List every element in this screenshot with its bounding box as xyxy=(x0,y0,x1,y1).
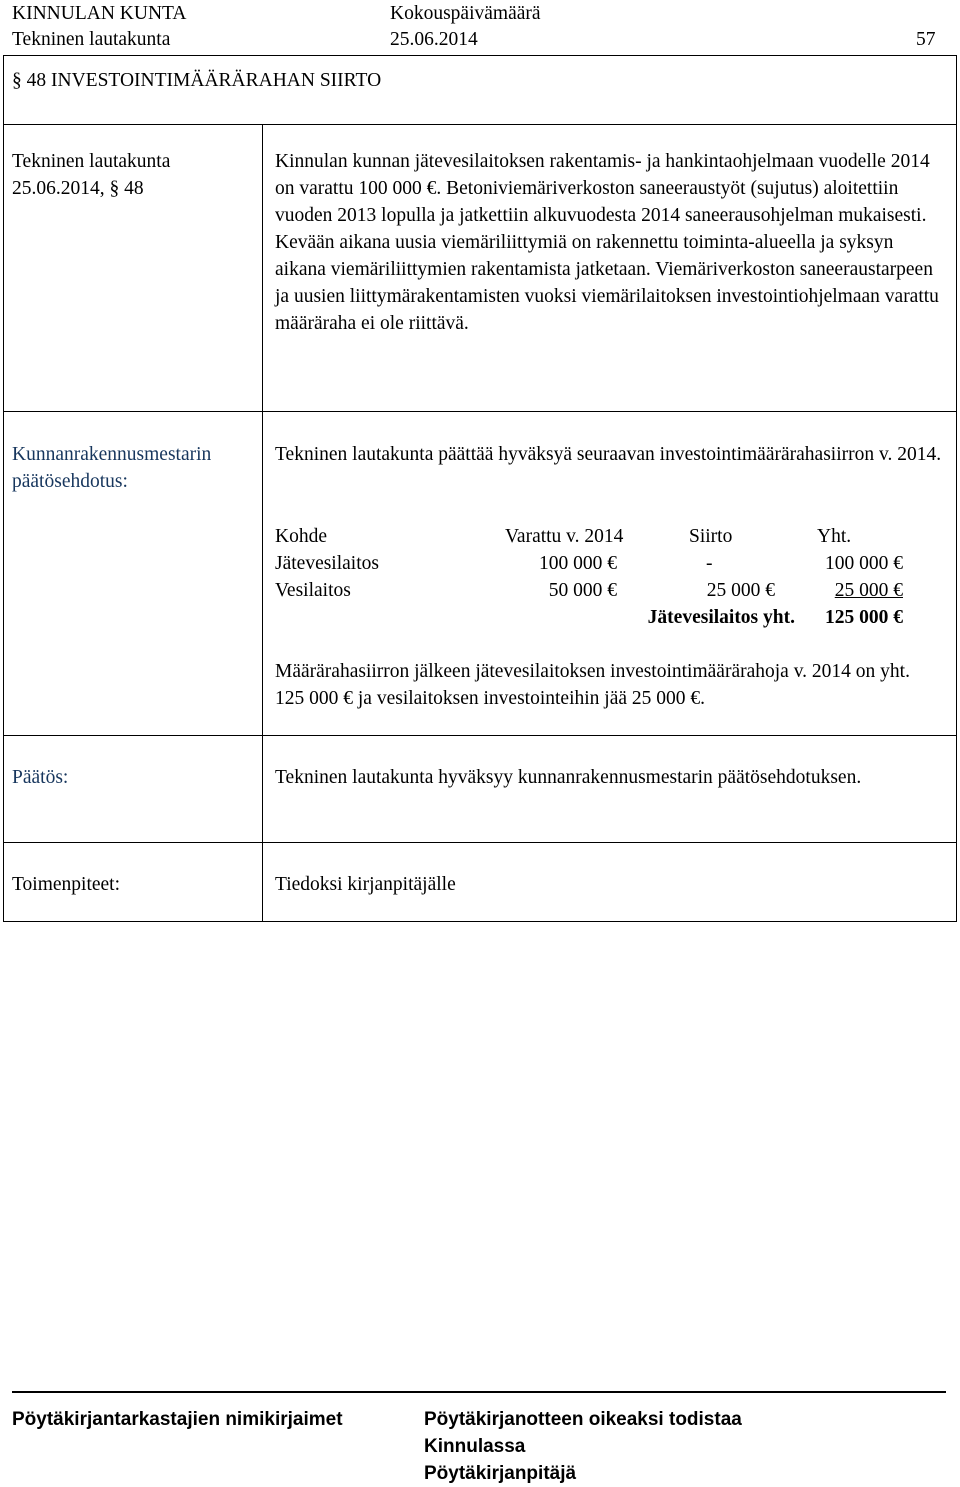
footer-certification-label: Pöytäkirjanotteen oikeaksi todistaa xyxy=(424,1409,742,1430)
footer-initials-label: Pöytäkirjantarkastajien nimikirjaimet xyxy=(12,1409,343,1430)
proposal-conclusion: Määrärahasiirron jälkeen jätevesilaitoksen investointimäärärahoja v. 2014 on yht. 125 000 € ja vesilaitoksen investointeihin jää 25 000 €. xyxy=(275,661,910,709)
table-row xyxy=(275,577,905,604)
row1-varattu: 100 000 € xyxy=(539,553,617,574)
divider-proposal xyxy=(3,411,957,412)
header-varattu: Varattu v. 2014 xyxy=(505,526,624,547)
row1-yht: 100 000 € xyxy=(825,553,903,574)
actions-label: Toimenpiteet: xyxy=(12,874,121,895)
footer-place: Kinnulassa xyxy=(424,1436,526,1457)
table-top-border xyxy=(3,55,957,56)
header-kohde: Kohde xyxy=(275,526,327,547)
header-siirto: Siirto xyxy=(689,526,733,547)
meeting-date-label: Kokouspäivämäärä xyxy=(390,3,541,24)
table-total-row xyxy=(275,604,905,631)
total-label: Jätevesilaitos yht. xyxy=(647,607,795,628)
divider-title xyxy=(3,124,957,125)
table-left-border xyxy=(3,55,4,922)
proposal-label-line1: Kunnanrakennusmestarin xyxy=(12,444,212,465)
decision-label: Päätös: xyxy=(12,767,69,788)
table-bottom-border xyxy=(3,921,957,922)
column-divider xyxy=(262,124,263,922)
row2-kohde: Vesilaitos xyxy=(275,580,351,601)
proposal-label-line2: päätösehdotus: xyxy=(12,471,128,492)
background-label xyxy=(12,148,262,202)
footer-rule xyxy=(12,1391,946,1393)
budget-table-header xyxy=(275,523,905,550)
footer-signatory: Pöytäkirjanpitäjä xyxy=(424,1463,577,1484)
decision-text: Tekninen lautakunta hyväksyy kunnanrakennusmestarin päätösehdotuksen. xyxy=(275,767,862,788)
row2-varattu: 50 000 € xyxy=(548,580,617,601)
row1-siirto: - xyxy=(706,553,713,574)
table-right-border xyxy=(956,55,957,922)
proposal-label xyxy=(12,441,262,495)
page-number: 57 xyxy=(916,29,936,50)
row1-kohde: Jätevesilaitos xyxy=(275,553,379,574)
row2-yht: 25 000 € xyxy=(834,580,903,601)
actions-text: Tiedoksi kirjanpitäjälle xyxy=(275,874,456,895)
proposal-intro: Tekninen lautakunta päättää hyväksyä seuraavan investointimäärärahasiirron v. 2014. xyxy=(275,444,942,465)
divider-decision xyxy=(3,735,957,736)
meeting-date: 25.06.2014 xyxy=(390,29,478,50)
municipality-name: KINNULAN KUNTA xyxy=(12,3,187,24)
header-yht: Yht. xyxy=(817,526,852,547)
total-value: 125 000 € xyxy=(825,607,903,628)
background-text: Kinnulan kunnan jätevesilaitoksen rakentamis- ja hankintaohjelmaan vuodelle 2014 on varattu 100 000 €. Betoniviemäriverkoston saneeraustyöt (sujutus) aloitettiin vuoden 2013 lopulla ja jatkettiin alkuvuodesta 2014 saneerausohjelman mukaisesti. Kevään aikana uusia viemäriliittymiä on rakennettu toiminta-alueella ja syksyn aikana viemäriliittymien rakentamista jatketaan. Viemäriverkoston saneeraustarpeen ja uusien liittymärakentamisten vuoksi viemärilaitoksen investointiohjelmaan varattu määräraha ei ole riittävä. xyxy=(275,151,939,334)
board-name: Tekninen lautakunta xyxy=(12,29,171,50)
background-label-line1: Tekninen lautakunta xyxy=(12,151,171,172)
background-label-line2: 25.06.2014, § 48 xyxy=(12,178,144,199)
divider-actions xyxy=(3,842,957,843)
page-title: § 48 INVESTOINTIMÄÄRÄRAHAN SIIRTO xyxy=(12,70,382,91)
table-row xyxy=(275,550,905,577)
row2-siirto: 25 000 € xyxy=(706,580,775,601)
